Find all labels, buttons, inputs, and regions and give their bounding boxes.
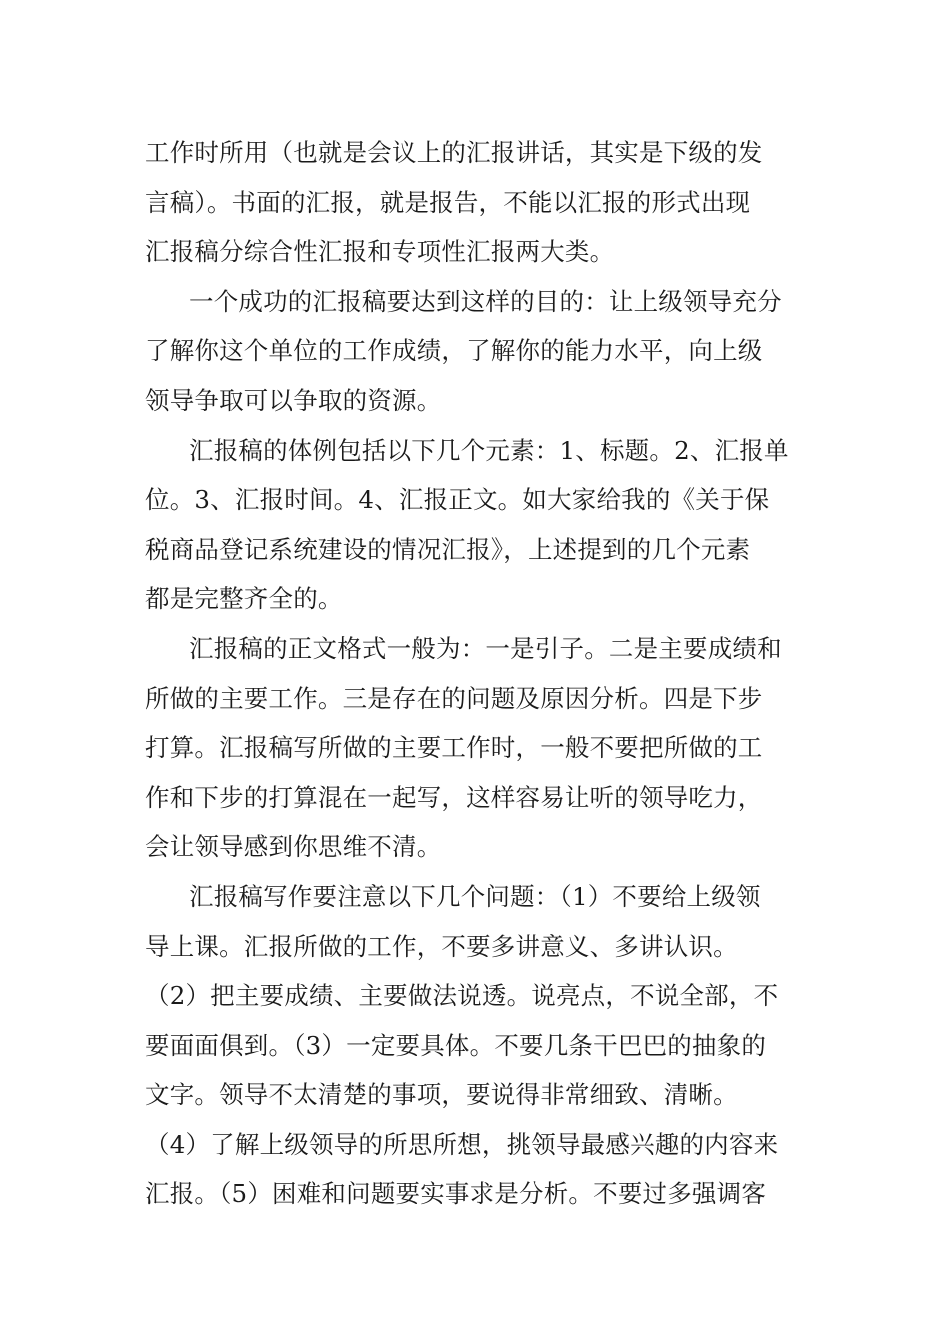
text-line: 要面面俱到。（3）一定要具体。不要几条干巴巴的抽象的 — [145, 1030, 767, 1060]
paragraph-first-line: 汇报稿写作要注意以下几个问题：（1）不要给上级领 — [189, 881, 761, 911]
text-line: 工作时所用（也就是会议上的汇报讲话，其实是下级的发 — [145, 138, 763, 167]
text-line: 所做的主要工作。三是存在的问题及原因分析。四是下步 — [145, 683, 763, 713]
text-line: 领导争取可以争取的资源。 — [145, 385, 442, 415]
text-line: （2）把主要成绩、主要做法说透。说亮点，不说全部，不 — [145, 981, 779, 1011]
text-line: 了解你这个单位的工作成绩，了解你的能力水平，向上级 — [145, 336, 763, 366]
text-line: 文字。领导不太清楚的事项，要说得非常细致、清晰。 — [145, 1080, 738, 1110]
paragraph-first-line: 汇报稿的正文格式一般为：一是引子。二是主要成绩和 — [189, 633, 782, 663]
text-line: 言稿）。书面的汇报，就是报告，不能以汇报的形式出现 — [145, 187, 751, 217]
document-body — [145, 128, 810, 1219]
paragraph-first-line: 一个成功的汇报稿要达到这样的目的：让上级领导充分 — [189, 286, 782, 316]
text-line: 都是完整齐全的。 — [145, 584, 343, 614]
text-line: 汇报稿分综合性汇报和专项性汇报两大类。 — [145, 237, 615, 267]
text-line: 作和下步的打算混在一起写，这样容易让听的领导吃力， — [145, 782, 763, 812]
paragraph-first-line: 汇报稿的体例包括以下几个元素：1、标题。2、汇报单 — [189, 435, 789, 465]
text-line: 会让领导感到你思维不清。 — [145, 832, 442, 862]
text-line: 位。3、汇报时间。4、汇报正文。如大家给我的《关于保 — [145, 485, 770, 515]
text-line: 税商品登记系统建设的情况汇报》，上述提到的几个元素 — [145, 534, 751, 564]
text-line: 打算。汇报稿写所做的主要工作时，一般不要把所做的工 — [145, 733, 763, 763]
text-line: （4）了解上级领导的所思所想，挑领导最感兴趣的内容来 — [145, 1129, 779, 1159]
text-line: 汇报。（5）困难和问题要实事求是分析。不要过多强调客 — [145, 1179, 767, 1209]
text-line: 导上课。汇报所做的工作，不要多讲意义、多讲认识。 — [145, 931, 738, 961]
